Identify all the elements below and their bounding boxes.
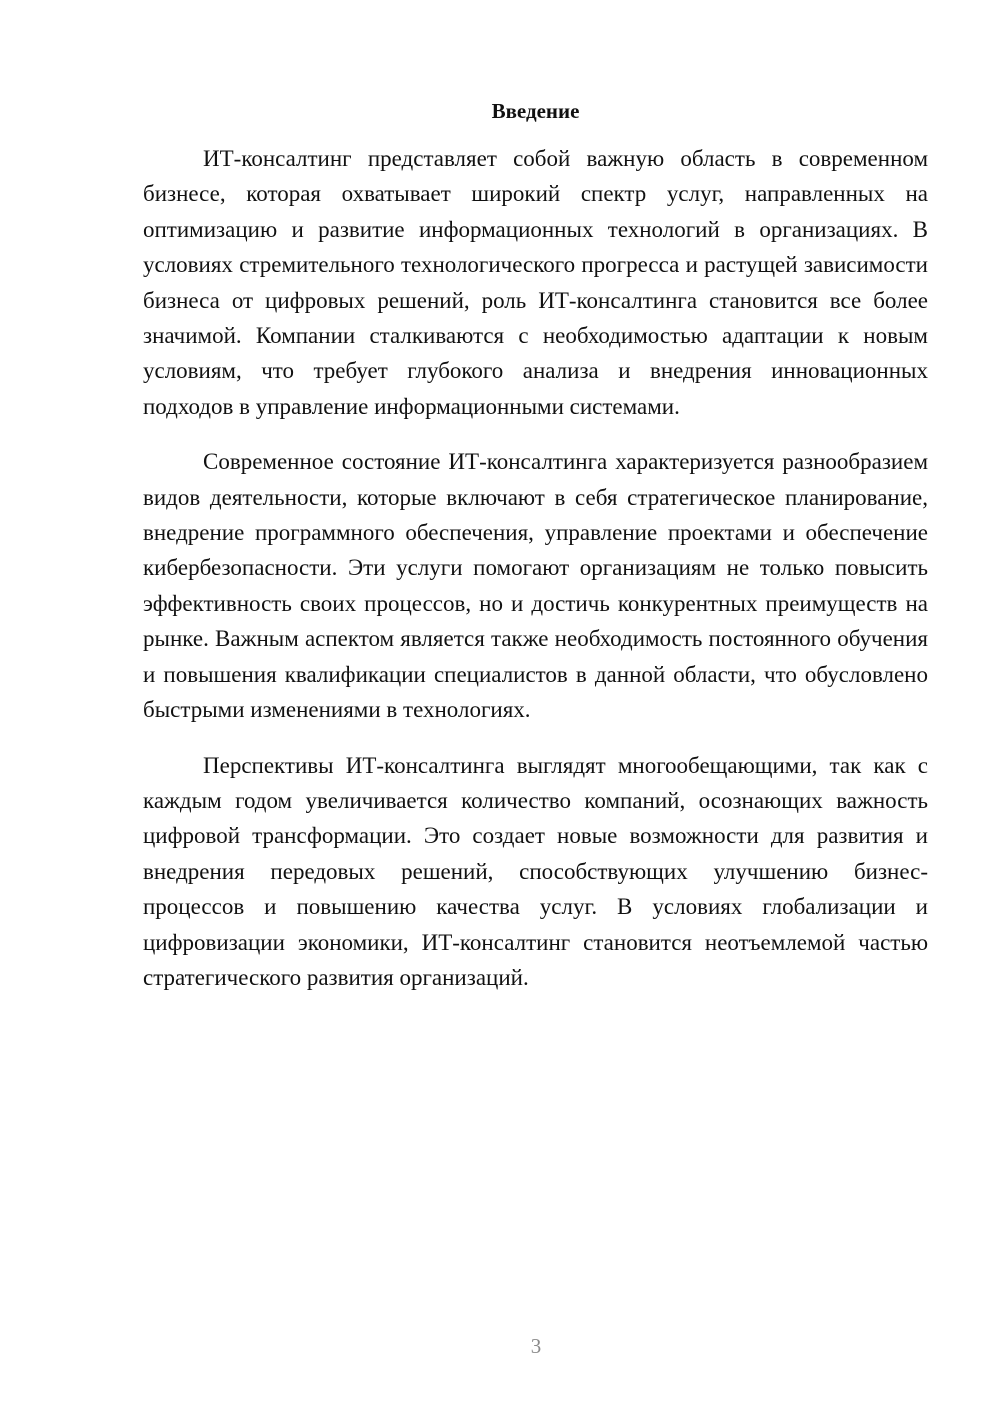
section-heading: Введение — [491, 99, 580, 123]
body-text — [143, 141, 928, 1015]
paragraph-2: Современное состояние ИТ-консалтинга характеризуется разнообразием видов деятельности, которые включают в себя стратегическое планирование, внедрение программного обеспечения, управление проектами и обеспечение кибербезопасности. Эти услуги помогают организациям не только повысить эффективность своих процессов, но и достичь конкурентных преимуществ на рынке. Важным аспектом является также необходимость постоянного обучения и повышения квалификации специалистов в данной области, что обусловлено быстрыми изменениями в технологиях. — [143, 449, 928, 723]
paragraph-1: ИТ-консалтинг представляет собой важную область в современном бизнесе, которая охватывает широкий спектр услуг, направленных на оптимизацию и развитие информационных технологий в организациях. В условиях стремительного технологического прогресса и растущей зависимости бизнеса от цифровых решений, роль ИТ-консалтинга становится все более значимой. Компании сталкиваются с необходимостью адаптации к новым условиям, что требует глубокого анализа и внедрения инновационных подходов в управление информационными системами. — [143, 146, 928, 419]
paragraph-3: Перспективы ИТ-консалтинга выглядят многообещающими, так как с каждым годом увеличивается количество компаний, осознающих важность цифровой трансформации. Это создает новые возможности для развития и внедрения передовых решений, способствующих улучшению бизнес-процессов и повышению качества услуг. В условиях глобализации и цифровизации экономики, ИТ-консалтинг становится неотъемлемой частью стратегического развития организаций. — [143, 752, 928, 990]
page-number: 3 — [530, 1334, 542, 1358]
